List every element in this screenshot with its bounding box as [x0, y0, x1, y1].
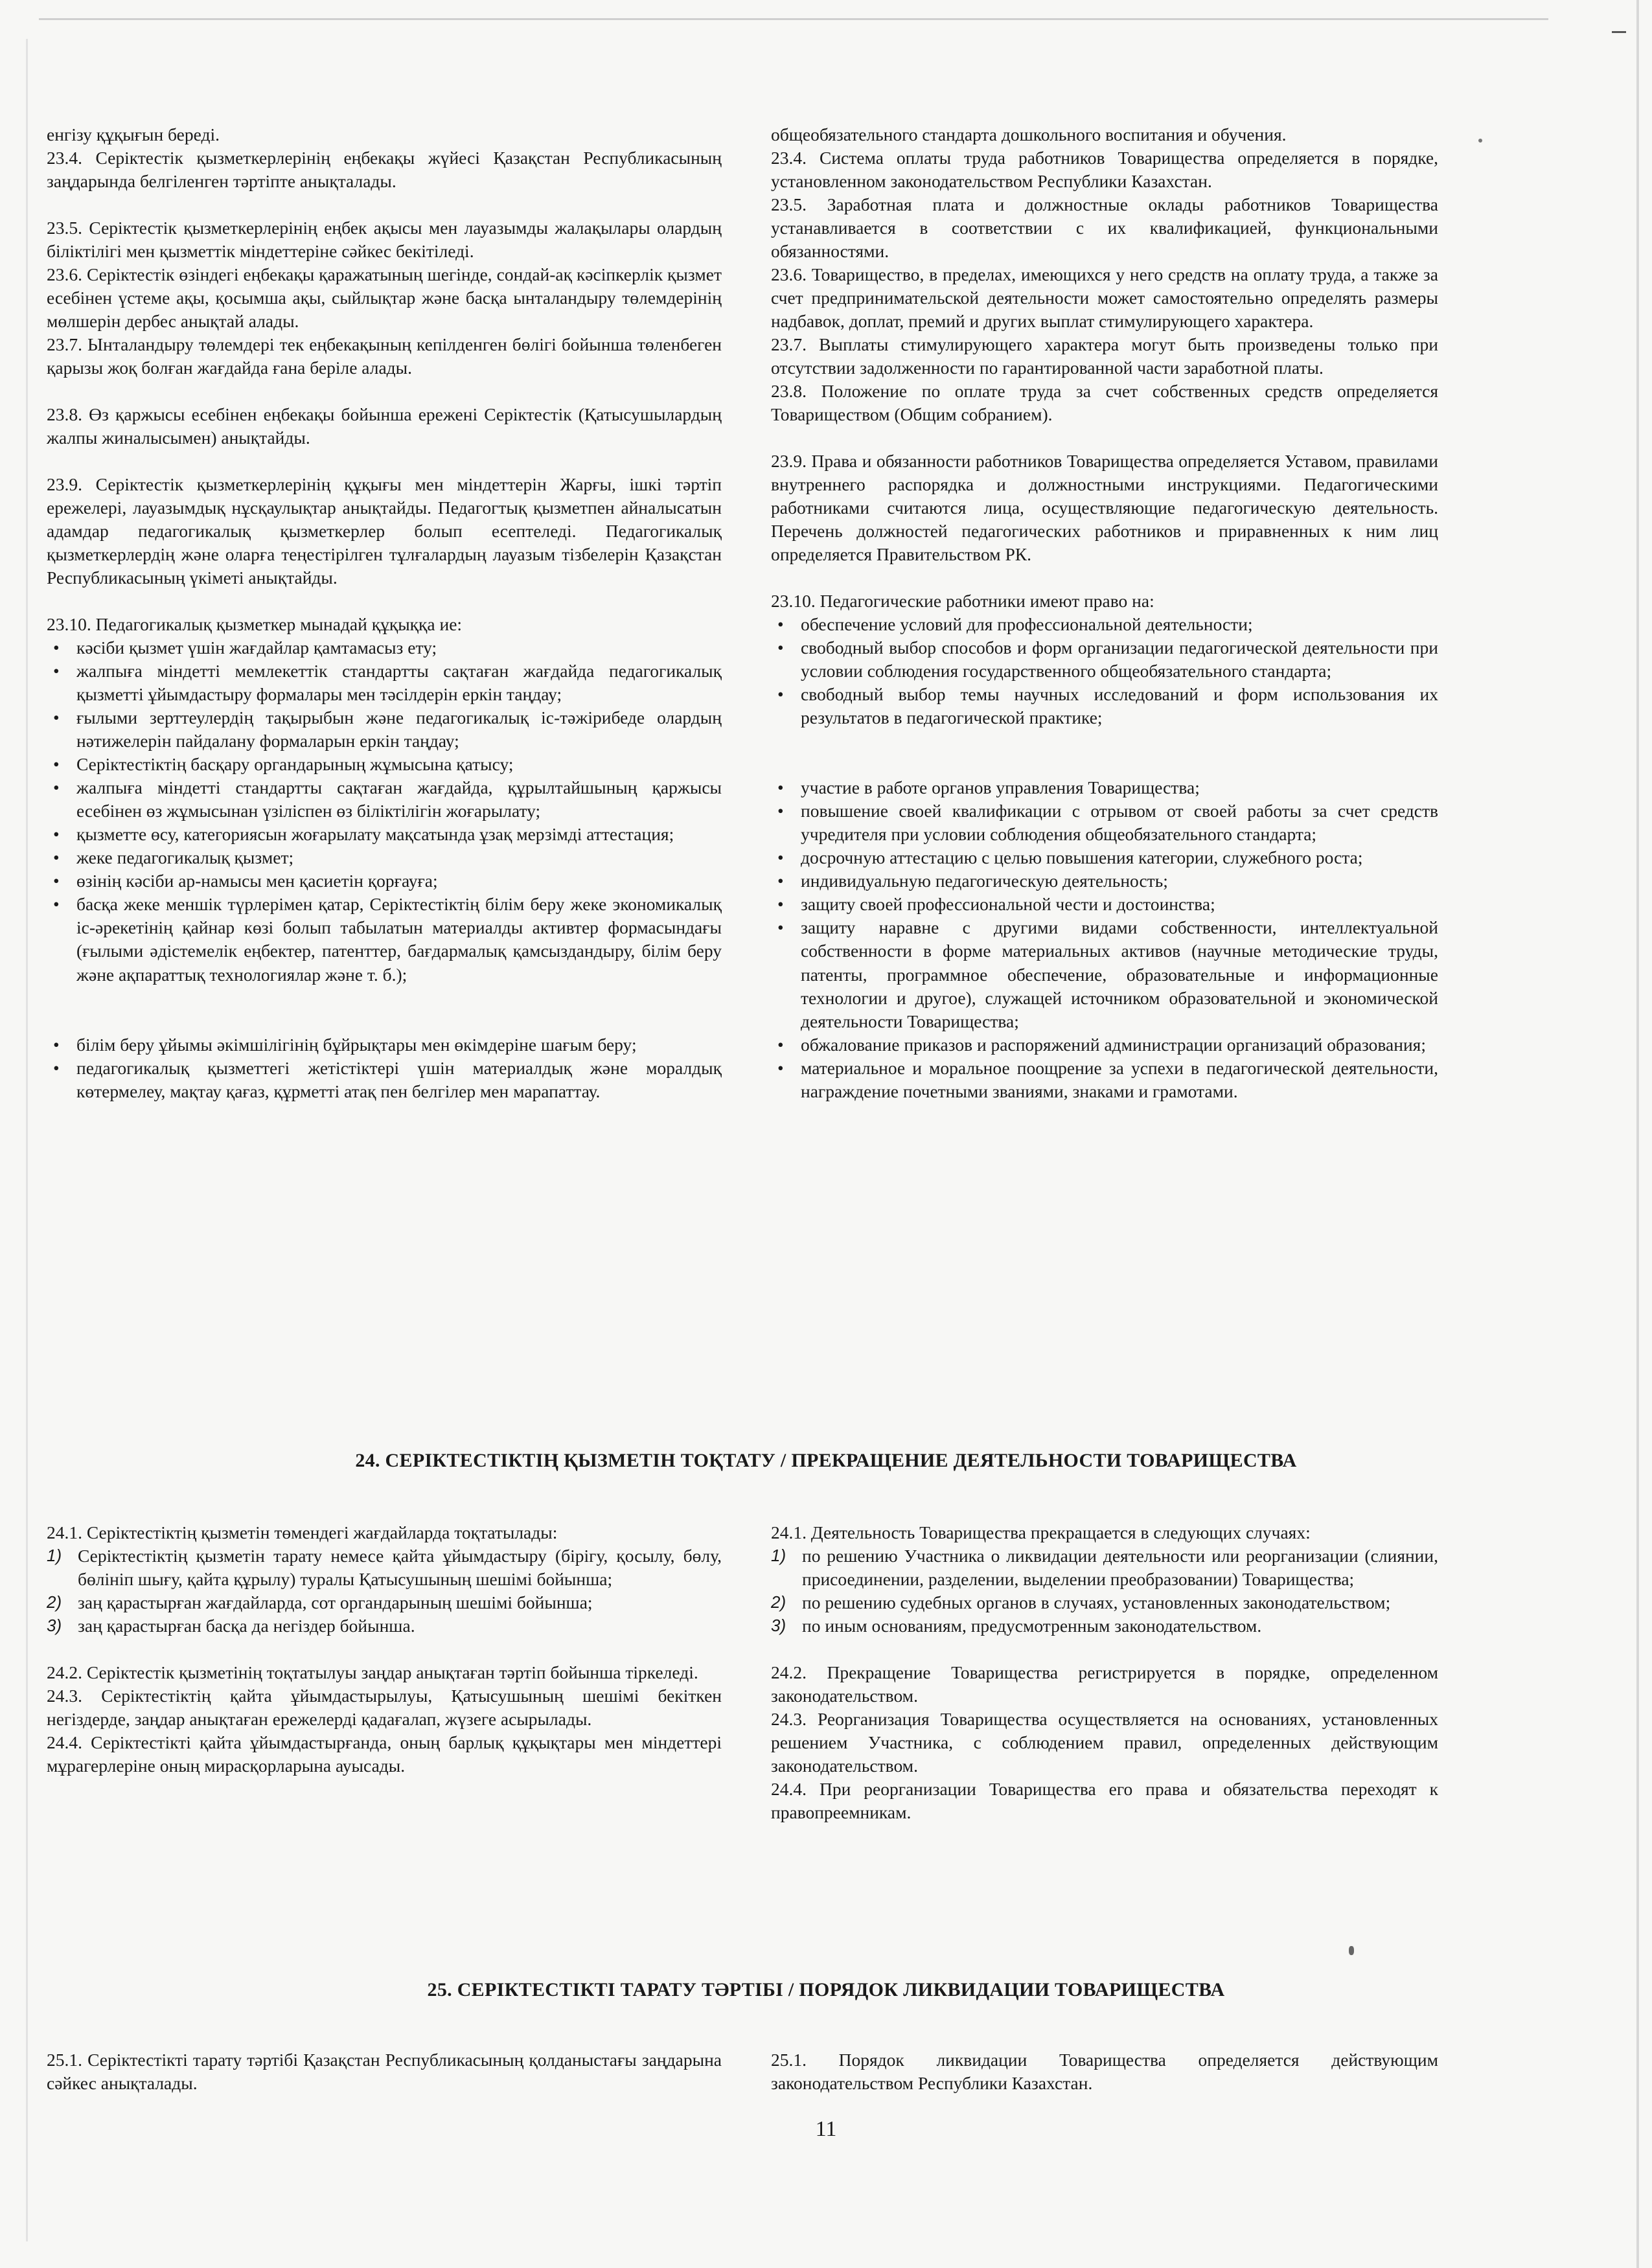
numbered-item: 1) по решению Участника о ликвидации деятельности или реорганизации (слиянии, присоединении, разделении, выделении преобразовании) Товарищества;	[771, 1546, 1438, 1590]
numbered-item: 1) Серіктестіктің қызметін тарату немесе қайта ұйымдастыру (бірігу, қосылу, бөлу, бөлініп шығу, қайта құрылу) туралы Қатысушының шешімі бойынша;	[47, 1546, 722, 1590]
list-item: • повышение своей квалификации с отрывом от своей работы за счет средств учредителя при условии соблюдения общеобязательного стандарта;	[777, 801, 1438, 845]
list-item: • обеспечение условий для профессиональной деятельности;	[777, 614, 1253, 635]
section23-kz-column	[47, 123, 722, 1103]
scan-edge-left	[26, 39, 28, 2241]
paragraph: енгізу құқығын береді.	[47, 124, 220, 144]
list-item: • жеке педагогикалық қызмет;	[53, 847, 294, 868]
paragraph-23-7: 23.7. Выплаты стимулирующего характера могут быть произведены только при отсутствии задолженности по гарантированной части заработной платы.	[771, 334, 1438, 378]
paragraph-23-4: 23.4. Серіктестік қызметкерлерінің еңбекақы жүйесі Қазақстан Республикасының заңдарында белгіленген тәртіпте анықталады.	[47, 148, 722, 192]
paragraph-23-7: 23.7. Ынталандыру төлемдері тек еңбекақының кепілденген бөлігі бойынша төленбеген қарызы жоқ болған жағдайда ғана беріле алады.	[47, 334, 722, 378]
list-item: • Серіктестіктің басқару органдарының жұмысына қатысу;	[53, 754, 514, 775]
ink-speck	[1478, 139, 1482, 143]
list-item: • басқа жеке меншік түрлерімен қатар, Серіктестіктің білім беру жеке экономикалық іс-әрекетінің қайнар көзі болып табылатын материалды активтер формасындағы (ғылыми әдістемелік еңбектер, патенттер, бағдармалық қамсыздандыру, білім беру және ақпараттық технологиялар және т. б.);	[53, 894, 722, 985]
list-item: • кәсіби қызмет үшін жағдайлар қамтамасыз ету;	[53, 637, 437, 658]
list-item: • защиту наравне с другими видами собственности, интеллектуальной собственности в форме материальных активов (научные методические труды, патенты, программное обеспечение, образовательные и информационные технологии и другое), служащей источником образовательной и экономической деятельности Товарищества;	[777, 917, 1438, 1031]
list-item: • защиту своей профессиональной чести и достоинства;	[777, 894, 1215, 915]
list-item: • ғылыми зерттеулердің тақырыбын және педагогикалық іс-тәжірибеде олардың нәтижелерін пайдалану формаларын еркін таңдау;	[53, 707, 722, 751]
list-item: • қызметте өсу, категориясын жоғарылату мақсатында ұзақ мерзімді аттестация;	[53, 824, 674, 845]
section25-ru-column	[771, 2048, 1438, 2095]
rights-list-ru	[771, 613, 1438, 1103]
paragraph-23-4: 23.4. Система оплаты труда работников Товарищества определяется в порядке, установленном законодательством Республики Казахстан.	[771, 148, 1438, 192]
section23-ru-column	[771, 123, 1438, 1103]
list-item: • индивидуальную педагогическую деятельность;	[777, 871, 1168, 891]
paragraph-24-2: 24.2. Серіктестік қызметінің тоқтатылуы заңдар анықтаған тәртіп бойынша тіркеледі.	[47, 1662, 698, 1683]
paragraph-24-3: 24.3. Реорганизация Товарищества осуществляется на основаниях, установленных решением Участника, с соблюдением правил, определенных действующим законодательством.	[771, 1709, 1438, 1776]
list-item: • участие в работе органов управления Товарищества;	[777, 777, 1200, 798]
paragraph-24-1: 24.1. Серіктестіктің қызметін төмендегі жағдайларда тоқтатылады:	[47, 1522, 558, 1542]
list-item: • жалпыға міндетті мемлекеттік стандартты сақтаған жағдайда педагогикалық қызметті ұйымдастыру формалары мен тәсілдерін еркін таңдау;	[53, 661, 722, 705]
numbered-item: 3) по иным основаниям, предусмотренным законодательством.	[771, 1616, 1262, 1636]
list-item: • обжалование приказов и распоряжений администрации организаций образования;	[777, 1034, 1426, 1055]
section25-heading: 25. СЕРІКТЕСТІКТІ ТАРАТУ ТӘРТІБІ / ПОРЯДОК ЛИКВИДАЦИИ ТОВАРИЩЕСТВА	[427, 1979, 1225, 2000]
paragraph-23-10: 23.10. Педагогические работники имеют право на:	[771, 591, 1154, 612]
paragraph-23-8: 23.8. Өз қаржысы есебінен еңбекақы бойынша ережені Серіктестік (Қатысушылардың жалпы жиналысымен) анықтайды.	[47, 404, 722, 448]
numbered-item: 3) заң қарастырған басқа да негіздер бойынша.	[47, 1616, 415, 1636]
paragraph-24-4: 24.4. Серіктестікті қайта ұйымдастырғанда, оның барлық құқықтары мен міндеттері мұрагерлеріне оның мирасқорларына ауысады.	[47, 1732, 722, 1776]
paragraph-23-8: 23.8. Положение по оплате труда за счет собственных средств определяется Товариществом (Общим собранием).	[771, 381, 1438, 425]
numbered-item: 2) по решению судебных органов в случаях, установленных законодательством;	[771, 1592, 1391, 1613]
paragraph-23-10: 23.10. Педагогикалық қызметкер мынадай құқыққа ие:	[47, 614, 463, 635]
section24-heading: 24. СЕРІКТЕСТІКТІҢ ҚЫЗМЕТІН ТОҚТАТУ / ПРЕКРАЩЕНИЕ ДЕЯТЕЛЬНОСТИ ТОВАРИЩЕСТВА	[355, 1450, 1297, 1471]
paragraph-23-5: 23.5. Серіктестік қызметкерлерінің еңбек ақысы мен лауазымды жалақылары олардың біліктілігі мен қызметтік міндеттеріне сәйкес бекітіледі.	[47, 218, 722, 262]
scan-edge-top	[39, 18, 1548, 20]
list-item: • материальное и моральное поощрение за успехи в педагогической деятельности, награждение почетными званиями, знаками и грамотами.	[777, 1057, 1438, 1101]
list-item: • свободный выбор темы научных исследований и форм использования их результатов в педагогической практике;	[777, 684, 1438, 728]
paragraph-24-2: 24.2. Прекращение Товарищества регистрируется в порядке, определенном законодательством.	[771, 1662, 1438, 1706]
paragraph-23-6: 23.6. Товарищество, в пределах, имеющихся у него средств на оплату труда, а также за счет предпринимательской деятельности может самостоятельно определять размеры надбавок, доплат, премий и других выплат стимулирующего характера.	[771, 264, 1438, 332]
paragraph-23-9: 23.9. Права и обязанности работников Товарищества определяется Уставом, правилами внутреннего распорядка и должностными инструкциями. Педагогическими работниками считаются лица, осуществляющие педагогическую деятельность. Перечень должностей педагогических работников и приравненных к ним лиц определяется Правительством РК.	[771, 451, 1438, 565]
paragraph-24-3: 24.3. Серіктестіктің қайта ұйымдастырылуы, Қатысушының шешімі бекіткен негіздерде, заңдар анықтаған ережелерді қадағалап, жүзеге асырылады.	[47, 1686, 722, 1730]
page-number: 11	[815, 2117, 837, 2141]
list-item: • педагогикалық қызметтегі жетістіктері үшін материалдық және моралдық көтермелеу, мақтау қағаз, құрметті атақ пен белгілер мен марапаттау.	[53, 1057, 722, 1101]
paragraph-25-1: 25.1. Порядок ликвидации Товарищества определяется действующим законодательством Республики Казахстан.	[771, 2050, 1438, 2094]
list-item: • досрочную аттестацию с целью повышения категории, служебного роста;	[777, 847, 1363, 868]
numbered-item: 2) заң қарастырған жағдайларда, сот органдарының шешімі бойынша;	[47, 1592, 593, 1613]
ink-speck	[1349, 1946, 1354, 1955]
list-item: • жалпыға міндетті стандартты сақтаған жағдайда, құрылтайшының қаржысы есебінен өз жұмысынан үзіліспен өз біліктілігін жоғарылату;	[53, 777, 722, 821]
paragraph-23-9: 23.9. Серіктестік қызметкерлерінің құқығы мен міндеттерін Жарғы, ішкі тәртіп ережелері, лауазымдық нұсқаулықтар анықтайды. Педагогтық қызметпен айналысатын адамдар педагогикалық қызметкерлер болып есептеледі. Педагогикалық қызметкерлердің және оларға теңестірілген тұлғалардың лауазым тізбелерін Қазақстан Республикасының үкіметі анықтайды.	[47, 474, 722, 588]
section25-kz-column	[47, 2048, 722, 2095]
section24-kz-column	[47, 1521, 722, 1778]
paragraph-25-1: 25.1. Серіктестікті тарату тәртібі Қазақстан Республикасының қолданыстағы заңдарына сәйкес анықталады.	[47, 2050, 722, 2094]
paragraph-24-1: 24.1. Деятельность Товарищества прекращается в следующих случаях:	[771, 1522, 1311, 1542]
list-item: • білім беру ұйымы әкімшілігінің бұйрықтары мен өкімдеріне шағым беру;	[53, 1034, 637, 1055]
paragraph: общеобязательного стандарта дошкольного воспитания и обучения.	[771, 124, 1287, 144]
paragraph-23-5: 23.5. Заработная плата и должностные оклады работников Товарищества устанавливается в соответствии с их квалификацией, функциональными обязанностями.	[771, 194, 1438, 262]
corner-mark	[1612, 31, 1626, 33]
list-item: • свободный выбор способов и форм организации педагогической деятельности при условии соблюдения государственного общеобязательного стандарта;	[777, 637, 1438, 682]
paragraph-23-6: 23.6. Серіктестік өзіндегі еңбекақы қаражатының шегінде, сондай-ақ кәсіпкерлік қызмет есебінен үстеме ақы, қосымша ақы, сыйлықтар және басқа ынталандыру төлемдерінің мөлшерін дербес анықтай алады.	[47, 264, 722, 332]
list-item: • өзінің кәсіби ар-намысы мен қасиетін қорғауға;	[53, 871, 438, 891]
paragraph-24-4: 24.4. При реорганизации Товарищества его права и обязательства переходят к правопреемникам.	[771, 1779, 1438, 1823]
section24-ru-column	[771, 1521, 1438, 1824]
rights-list-kz	[47, 636, 722, 1103]
scan-edge-right	[1636, 0, 1639, 2268]
